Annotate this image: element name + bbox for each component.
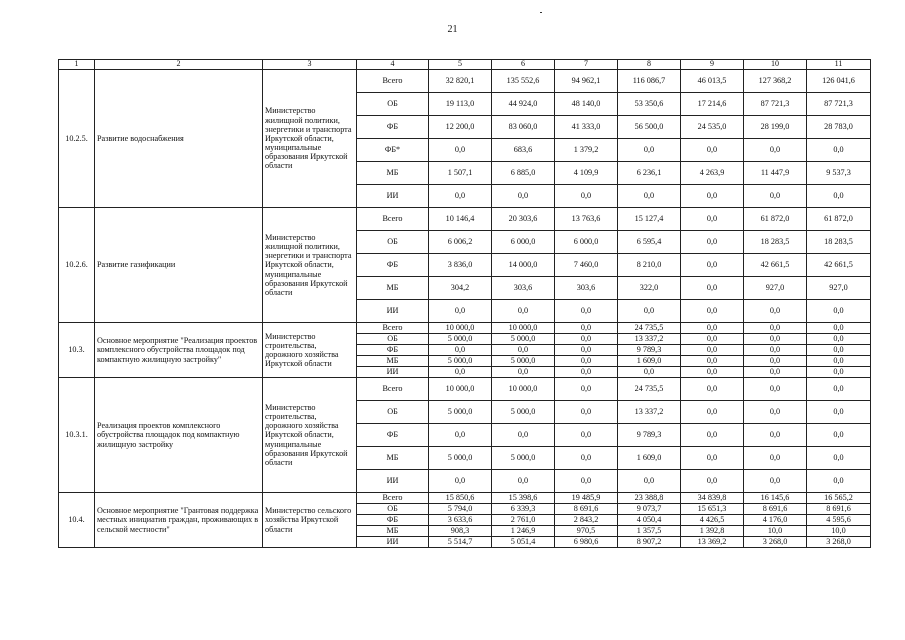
amount-cell: 0,0 bbox=[681, 367, 744, 378]
amount-cell: 970,5 bbox=[555, 526, 618, 537]
item-code: 10.3. bbox=[59, 323, 95, 378]
amount-cell: 6 595,4 bbox=[618, 231, 681, 254]
amount-cell: 5 000,0 bbox=[429, 401, 492, 424]
amount-cell: 908,3 bbox=[429, 526, 492, 537]
amount-cell: 0,0 bbox=[681, 300, 744, 323]
amount-cell: 4 109,9 bbox=[555, 162, 618, 185]
item-executor: Министерство жилищной политики, энергетики и транспорта Иркутской области, муниципальные образования Иркутской области bbox=[263, 70, 357, 208]
amount-cell: 0,0 bbox=[681, 356, 744, 367]
amount-cell: 4 176,0 bbox=[744, 515, 807, 526]
amount-cell: 13 763,6 bbox=[555, 208, 618, 231]
funding-source: МБ bbox=[357, 162, 429, 185]
table-row bbox=[59, 208, 871, 231]
column-number: 9 bbox=[681, 60, 744, 70]
item-name: Развитие водоснабжения bbox=[95, 70, 263, 208]
amount-cell: 0,0 bbox=[681, 424, 744, 447]
column-number: 6 bbox=[492, 60, 555, 70]
item-name: Основное мероприятие "Грантовая поддержка местных инициатив граждан, проживающих в сельской местности" bbox=[95, 493, 263, 548]
amount-cell: 44 924,0 bbox=[492, 93, 555, 116]
amount-cell: 9 789,3 bbox=[618, 345, 681, 356]
amount-cell: 13 337,2 bbox=[618, 334, 681, 345]
amount-cell: 0,0 bbox=[744, 356, 807, 367]
amount-cell: 6 000,0 bbox=[492, 231, 555, 254]
amount-cell: 12 200,0 bbox=[429, 116, 492, 139]
item-executor: Министерство строительства, дорожного хозяйства Иркутской области, муниципальные образования Иркутской области bbox=[263, 378, 357, 493]
amount-cell: 0,0 bbox=[555, 323, 618, 334]
funding-source: ФБ bbox=[357, 424, 429, 447]
amount-cell: 303,6 bbox=[555, 277, 618, 300]
funding-source: ОБ bbox=[357, 334, 429, 345]
amount-cell: 46 013,5 bbox=[681, 70, 744, 93]
amount-cell: 2 843,2 bbox=[555, 515, 618, 526]
amount-cell: 24 535,0 bbox=[681, 116, 744, 139]
amount-cell: 11 447,9 bbox=[744, 162, 807, 185]
amount-cell: 1 246,9 bbox=[492, 526, 555, 537]
amount-cell: 0,0 bbox=[681, 231, 744, 254]
item-name: Основное мероприятие "Реализация проектов комплексного обустройства площадок под компактную жилищную застройку" bbox=[95, 323, 263, 378]
amount-cell: 3 268,0 bbox=[744, 537, 807, 548]
amount-cell: 0,0 bbox=[744, 345, 807, 356]
amount-cell: 0,0 bbox=[429, 367, 492, 378]
amount-cell: 10 146,4 bbox=[429, 208, 492, 231]
amount-cell: 34 839,8 bbox=[681, 493, 744, 504]
amount-cell: 6 980,6 bbox=[555, 537, 618, 548]
amount-cell: 0,0 bbox=[744, 139, 807, 162]
amount-cell: 0,0 bbox=[807, 334, 871, 345]
funding-source: Всего bbox=[357, 70, 429, 93]
amount-cell: 0,0 bbox=[744, 334, 807, 345]
amount-cell: 0,0 bbox=[555, 447, 618, 470]
amount-cell: 3 633,6 bbox=[429, 515, 492, 526]
amount-cell: 15 398,6 bbox=[492, 493, 555, 504]
amount-cell: 0,0 bbox=[492, 300, 555, 323]
amount-cell: 23 388,8 bbox=[618, 493, 681, 504]
amount-cell: 0,0 bbox=[555, 424, 618, 447]
amount-cell: 0,0 bbox=[807, 356, 871, 367]
amount-cell: 927,0 bbox=[744, 277, 807, 300]
amount-cell: 10 000,0 bbox=[492, 378, 555, 401]
column-number: 2 bbox=[95, 60, 263, 70]
amount-cell: 94 962,1 bbox=[555, 70, 618, 93]
amount-cell: 6 236,1 bbox=[618, 162, 681, 185]
funding-source: ИИ bbox=[357, 367, 429, 378]
funding-source: ИИ bbox=[357, 537, 429, 548]
amount-cell: 8 691,6 bbox=[744, 504, 807, 515]
amount-cell: 6 006,2 bbox=[429, 231, 492, 254]
scan-speck bbox=[540, 12, 542, 13]
amount-cell: 0,0 bbox=[807, 323, 871, 334]
amount-cell: 5 514,7 bbox=[429, 537, 492, 548]
amount-cell: 0,0 bbox=[618, 300, 681, 323]
amount-cell: 0,0 bbox=[681, 401, 744, 424]
amount-cell: 0,0 bbox=[618, 185, 681, 208]
amount-cell: 18 283,5 bbox=[744, 231, 807, 254]
amount-cell: 5 000,0 bbox=[492, 401, 555, 424]
amount-cell: 1 392,8 bbox=[681, 526, 744, 537]
amount-cell: 1 357,5 bbox=[618, 526, 681, 537]
amount-cell: 304,2 bbox=[429, 277, 492, 300]
funding-source: Всего bbox=[357, 493, 429, 504]
amount-cell: 87 721,3 bbox=[807, 93, 871, 116]
amount-cell: 127 368,2 bbox=[744, 70, 807, 93]
amount-cell: 4 263,9 bbox=[681, 162, 744, 185]
funding-source: ОБ bbox=[357, 93, 429, 116]
amount-cell: 0,0 bbox=[807, 424, 871, 447]
amount-cell: 10,0 bbox=[744, 526, 807, 537]
funding-source: МБ bbox=[357, 447, 429, 470]
amount-cell: 16 145,6 bbox=[744, 493, 807, 504]
column-number: 11 bbox=[807, 60, 871, 70]
column-number: 1 bbox=[59, 60, 95, 70]
column-number: 7 bbox=[555, 60, 618, 70]
amount-cell: 0,0 bbox=[807, 139, 871, 162]
column-number: 5 bbox=[429, 60, 492, 70]
amount-cell: 5 000,0 bbox=[429, 356, 492, 367]
amount-cell: 0,0 bbox=[681, 185, 744, 208]
amount-cell: 42 661,5 bbox=[744, 254, 807, 277]
amount-cell: 0,0 bbox=[681, 139, 744, 162]
amount-cell: 0,0 bbox=[807, 378, 871, 401]
item-code: 10.3.1. bbox=[59, 378, 95, 493]
amount-cell: 0,0 bbox=[555, 356, 618, 367]
amount-cell: 0,0 bbox=[807, 345, 871, 356]
amount-cell: 0,0 bbox=[681, 323, 744, 334]
amount-cell: 9 789,3 bbox=[618, 424, 681, 447]
amount-cell: 2 761,0 bbox=[492, 515, 555, 526]
column-number: 3 bbox=[263, 60, 357, 70]
item-executor: Министерство сельского хозяйства Иркутской области bbox=[263, 493, 357, 548]
column-number: 8 bbox=[618, 60, 681, 70]
amount-cell: 28 199,0 bbox=[744, 116, 807, 139]
amount-cell: 0,0 bbox=[429, 424, 492, 447]
amount-cell: 5 000,0 bbox=[492, 334, 555, 345]
funding-source: МБ bbox=[357, 277, 429, 300]
amount-cell: 28 783,0 bbox=[807, 116, 871, 139]
funding-source: МБ bbox=[357, 526, 429, 537]
amount-cell: 135 552,6 bbox=[492, 70, 555, 93]
amount-cell: 0,0 bbox=[618, 367, 681, 378]
amount-cell: 0,0 bbox=[555, 378, 618, 401]
amount-cell: 16 565,2 bbox=[807, 493, 871, 504]
amount-cell: 20 303,6 bbox=[492, 208, 555, 231]
amount-cell: 0,0 bbox=[681, 254, 744, 277]
amount-cell: 0,0 bbox=[429, 470, 492, 493]
amount-cell: 41 333,0 bbox=[555, 116, 618, 139]
funding-source: МБ bbox=[357, 356, 429, 367]
table-row bbox=[59, 70, 871, 93]
amount-cell: 3 268,0 bbox=[807, 537, 871, 548]
amount-cell: 17 214,6 bbox=[681, 93, 744, 116]
item-name: Реализация проектов комплексного обустройства площадок под компактную жилищную застройку bbox=[95, 378, 263, 493]
amount-cell: 6 000,0 bbox=[555, 231, 618, 254]
amount-cell: 0,0 bbox=[744, 367, 807, 378]
amount-cell: 0,0 bbox=[807, 367, 871, 378]
amount-cell: 13 337,2 bbox=[618, 401, 681, 424]
amount-cell: 322,0 bbox=[618, 277, 681, 300]
amount-cell: 24 735,5 bbox=[618, 378, 681, 401]
amount-cell: 0,0 bbox=[681, 378, 744, 401]
amount-cell: 4 050,4 bbox=[618, 515, 681, 526]
amount-cell: 0,0 bbox=[429, 345, 492, 356]
funding-source: ОБ bbox=[357, 401, 429, 424]
amount-cell: 0,0 bbox=[555, 345, 618, 356]
amount-cell: 4 426,5 bbox=[681, 515, 744, 526]
amount-cell: 19 485,9 bbox=[555, 493, 618, 504]
amount-cell: 0,0 bbox=[429, 300, 492, 323]
amount-cell: 0,0 bbox=[492, 345, 555, 356]
amount-cell: 0,0 bbox=[744, 470, 807, 493]
amount-cell: 8 907,2 bbox=[618, 537, 681, 548]
amount-cell: 18 283,5 bbox=[807, 231, 871, 254]
amount-cell: 53 350,6 bbox=[618, 93, 681, 116]
amount-cell: 1 379,2 bbox=[555, 139, 618, 162]
amount-cell: 927,0 bbox=[807, 277, 871, 300]
funding-source: Всего bbox=[357, 378, 429, 401]
amount-cell: 10,0 bbox=[807, 526, 871, 537]
amount-cell: 0,0 bbox=[681, 447, 744, 470]
table-row bbox=[59, 493, 871, 504]
funding-source: ФБ* bbox=[357, 139, 429, 162]
item-code: 10.2.5. bbox=[59, 70, 95, 208]
amount-cell: 303,6 bbox=[492, 277, 555, 300]
amount-cell: 116 086,7 bbox=[618, 70, 681, 93]
amount-cell: 61 872,0 bbox=[807, 208, 871, 231]
funding-source: ФБ bbox=[357, 345, 429, 356]
amount-cell: 0,0 bbox=[555, 367, 618, 378]
item-name: Развитие газификации bbox=[95, 208, 263, 323]
amount-cell: 3 836,0 bbox=[429, 254, 492, 277]
amount-cell: 32 820,1 bbox=[429, 70, 492, 93]
amount-cell: 0,0 bbox=[681, 334, 744, 345]
funding-source: ИИ bbox=[357, 300, 429, 323]
amount-cell: 0,0 bbox=[681, 277, 744, 300]
amount-cell: 42 661,5 bbox=[807, 254, 871, 277]
amount-cell: 10 000,0 bbox=[429, 323, 492, 334]
funding-source: ОБ bbox=[357, 504, 429, 515]
funding-source: Всего bbox=[357, 323, 429, 334]
amount-cell: 0,0 bbox=[618, 470, 681, 493]
funding-source: ФБ bbox=[357, 116, 429, 139]
table-row bbox=[59, 378, 871, 401]
funding-source: ИИ bbox=[357, 470, 429, 493]
amount-cell: 0,0 bbox=[555, 300, 618, 323]
funding-source: Всего bbox=[357, 208, 429, 231]
amount-cell: 14 000,0 bbox=[492, 254, 555, 277]
amount-cell: 48 140,0 bbox=[555, 93, 618, 116]
amount-cell: 0,0 bbox=[555, 401, 618, 424]
amount-cell: 0,0 bbox=[492, 470, 555, 493]
amount-cell: 0,0 bbox=[744, 185, 807, 208]
amount-cell: 15 127,4 bbox=[618, 208, 681, 231]
item-code: 10.2.6. bbox=[59, 208, 95, 323]
amount-cell: 0,0 bbox=[807, 300, 871, 323]
amount-cell: 7 460,0 bbox=[555, 254, 618, 277]
amount-cell: 15 651,3 bbox=[681, 504, 744, 515]
amount-cell: 61 872,0 bbox=[744, 208, 807, 231]
amount-cell: 8 210,0 bbox=[618, 254, 681, 277]
column-number: 4 bbox=[357, 60, 429, 70]
amount-cell: 0,0 bbox=[744, 447, 807, 470]
amount-cell: 0,0 bbox=[492, 424, 555, 447]
amount-cell: 6 885,0 bbox=[492, 162, 555, 185]
amount-cell: 0,0 bbox=[744, 424, 807, 447]
amount-cell: 0,0 bbox=[744, 323, 807, 334]
funding-source: ОБ bbox=[357, 231, 429, 254]
item-executor: Министерство жилищной политики, энергетики и транспорта Иркутской области, муниципальные образования Иркутской области bbox=[263, 208, 357, 323]
amount-cell: 0,0 bbox=[681, 208, 744, 231]
amount-cell: 87 721,3 bbox=[744, 93, 807, 116]
amount-cell: 0,0 bbox=[618, 139, 681, 162]
column-number-row bbox=[59, 60, 871, 70]
amount-cell: 5 000,0 bbox=[429, 334, 492, 345]
amount-cell: 0,0 bbox=[807, 185, 871, 208]
amount-cell: 1 507,1 bbox=[429, 162, 492, 185]
amount-cell: 683,6 bbox=[492, 139, 555, 162]
item-code: 10.4. bbox=[59, 493, 95, 548]
amount-cell: 10 000,0 bbox=[429, 378, 492, 401]
amount-cell: 0,0 bbox=[555, 185, 618, 208]
amount-cell: 5 000,0 bbox=[429, 447, 492, 470]
amount-cell: 0,0 bbox=[744, 300, 807, 323]
amount-cell: 0,0 bbox=[681, 470, 744, 493]
amount-cell: 5 051,4 bbox=[492, 537, 555, 548]
amount-cell: 24 735,5 bbox=[618, 323, 681, 334]
column-number: 10 bbox=[744, 60, 807, 70]
amount-cell: 0,0 bbox=[492, 367, 555, 378]
amount-cell: 0,0 bbox=[744, 378, 807, 401]
amount-cell: 126 041,6 bbox=[807, 70, 871, 93]
amount-cell: 10 000,0 bbox=[492, 323, 555, 334]
budget-table bbox=[58, 59, 871, 548]
amount-cell: 0,0 bbox=[807, 470, 871, 493]
amount-cell: 1 609,0 bbox=[618, 447, 681, 470]
amount-cell: 0,0 bbox=[807, 401, 871, 424]
amount-cell: 5 000,0 bbox=[492, 356, 555, 367]
amount-cell: 8 691,6 bbox=[555, 504, 618, 515]
amount-cell: 19 113,0 bbox=[429, 93, 492, 116]
amount-cell: 9 537,3 bbox=[807, 162, 871, 185]
amount-cell: 56 500,0 bbox=[618, 116, 681, 139]
table-row bbox=[59, 323, 871, 334]
amount-cell: 0,0 bbox=[807, 447, 871, 470]
funding-source: ФБ bbox=[357, 515, 429, 526]
amount-cell: 0,0 bbox=[492, 185, 555, 208]
amount-cell: 13 369,2 bbox=[681, 537, 744, 548]
amount-cell: 1 609,0 bbox=[618, 356, 681, 367]
amount-cell: 0,0 bbox=[555, 334, 618, 345]
amount-cell: 5 000,0 bbox=[492, 447, 555, 470]
funding-source: ФБ bbox=[357, 254, 429, 277]
amount-cell: 15 850,6 bbox=[429, 493, 492, 504]
amount-cell: 5 794,0 bbox=[429, 504, 492, 515]
amount-cell: 83 060,0 bbox=[492, 116, 555, 139]
page-number: 21 bbox=[447, 24, 458, 35]
funding-source: ИИ bbox=[357, 185, 429, 208]
amount-cell: 9 073,7 bbox=[618, 504, 681, 515]
amount-cell: 6 339,3 bbox=[492, 504, 555, 515]
amount-cell: 8 691,6 bbox=[807, 504, 871, 515]
amount-cell: 0,0 bbox=[429, 139, 492, 162]
amount-cell: 0,0 bbox=[681, 345, 744, 356]
amount-cell: 0,0 bbox=[429, 185, 492, 208]
amount-cell: 0,0 bbox=[744, 401, 807, 424]
amount-cell: 0,0 bbox=[555, 470, 618, 493]
item-executor: Министерство строительства, дорожного хозяйства Иркутской области bbox=[263, 323, 357, 378]
amount-cell: 4 595,6 bbox=[807, 515, 871, 526]
